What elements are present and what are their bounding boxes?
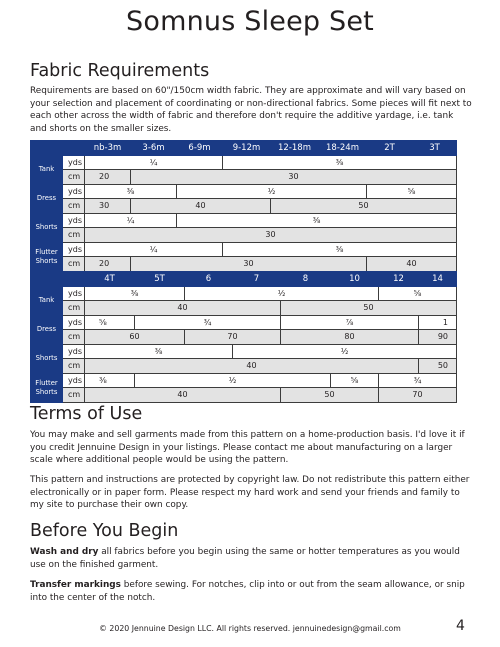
fabric-intro-text: Requirements are based on 60"/150cm width fabric. They are approximate and will vary based on your selection and placement of coordinating or non-directional fabrics. Some pieces will fit next to each other across the width of fabric and therefore don't require the additive yardage, i.e. tank and shorts on the smaller sizes.	[30, 86, 472, 134]
fabric-table-small-sizes	[30, 140, 457, 272]
page-number: 4	[456, 618, 465, 634]
terms-of-use-heading: Terms of Use	[30, 404, 143, 424]
unit-label: cm	[63, 257, 85, 272]
page-title: Somnus Sleep Set	[126, 6, 374, 37]
unit-label: yds	[63, 315, 85, 330]
unit-label: yds	[63, 242, 85, 257]
cm-cell: 80	[281, 330, 419, 345]
unit-label: cm	[63, 170, 85, 185]
unit-label: cm	[63, 359, 85, 374]
size-header: 3-6m	[131, 141, 177, 156]
cm-cell: 70	[379, 388, 457, 403]
cm-cell: 90	[419, 330, 457, 345]
footer-copyright: © 2020 Jennuine Design LLC. All rights reserved. jennuinedesign@gmail.com	[99, 624, 401, 633]
yds-cell: ⅜	[85, 286, 185, 301]
size-header: 12-18m	[271, 141, 319, 156]
transfer-text: before sewing. For notches, clip into or out from the seam allowance, or snip into the center of the notch.	[30, 580, 465, 603]
terms-paragraph-2: This pattern and instructions are protected by copyright law. Do not redistribute this pattern either electronically or in paper form. Please respect my hard work and send your friends and family to my site to purchase their own copy.	[30, 475, 470, 511]
yds-cell: ½	[185, 286, 379, 301]
cm-cell: 60	[85, 330, 185, 345]
yds-cell: ⅝	[379, 286, 457, 301]
cm-cell: 40	[85, 359, 419, 374]
yds-cell: ⅝	[367, 184, 457, 199]
yds-cell: ⅜	[177, 213, 457, 228]
wash-paragraph	[30, 546, 472, 571]
cm-cell: 40	[367, 257, 457, 272]
yds-cell: ⅝	[85, 315, 135, 330]
unit-label: cm	[63, 199, 85, 214]
table-corner	[31, 141, 85, 156]
size-header: 2T	[367, 141, 413, 156]
cm-cell: 30	[85, 199, 131, 214]
cm-cell: 50	[419, 359, 457, 374]
group-label-dress: Dress	[31, 315, 63, 344]
unit-label: yds	[63, 213, 85, 228]
table-corner	[31, 272, 85, 287]
cm-cell: 30	[131, 170, 457, 185]
unit-label: yds	[63, 373, 85, 388]
cm-cell: 40	[85, 388, 281, 403]
size-header: 8	[281, 272, 331, 287]
group-label-shorts: Shorts	[31, 213, 63, 242]
cm-cell: 30	[85, 228, 457, 243]
unit-label: cm	[63, 228, 85, 243]
size-header: 14	[419, 272, 457, 287]
cm-cell: 40	[85, 301, 281, 316]
unit-label: yds	[63, 184, 85, 199]
size-header: 7	[233, 272, 281, 287]
unit-label: cm	[63, 388, 85, 403]
before-you-begin-heading: Before You Begin	[30, 521, 179, 541]
cm-cell: 20	[85, 170, 131, 185]
group-label-tank: Tank	[31, 286, 63, 315]
size-header: 6-9m	[177, 141, 223, 156]
size-header: 9-12m	[223, 141, 271, 156]
yds-cell: ⅜	[85, 184, 177, 199]
yds-cell: 1	[419, 315, 457, 330]
group-label-flutter-shorts: Flutter Shorts	[31, 373, 63, 402]
cm-cell: 50	[281, 388, 379, 403]
yds-cell: ⅜	[85, 373, 135, 388]
yds-cell: ¼	[85, 155, 223, 170]
size-header: nb-3m	[85, 141, 131, 156]
size-header: 10	[331, 272, 379, 287]
yds-cell: ⅜	[223, 242, 457, 257]
unit-label: yds	[63, 155, 85, 170]
cm-cell: 70	[185, 330, 281, 345]
size-header: 4T	[85, 272, 135, 287]
fabric-table-large-sizes	[30, 271, 457, 403]
yds-cell: ⅞	[281, 315, 419, 330]
transfer-paragraph	[30, 579, 472, 604]
group-label-tank: Tank	[31, 155, 63, 184]
yds-cell: ¾	[135, 315, 281, 330]
transfer-bold-label: Transfer markings	[30, 580, 121, 590]
size-header: 6	[185, 272, 233, 287]
yds-cell: ½	[135, 373, 331, 388]
size-header: 3T	[413, 141, 457, 156]
terms-paragraph-1: You may make and sell garments made from this pattern on a home-production basis. I'd love it if you credit Jennuine Design in your listings. Please contact me about manufacturing on a larger scale where additional people would be using the pattern.	[30, 430, 465, 466]
size-header: 12	[379, 272, 419, 287]
fabric-requirements-heading: Fabric Requirements	[30, 61, 210, 81]
unit-label: yds	[63, 286, 85, 301]
yds-cell: ¾	[379, 373, 457, 388]
group-label-flutter-shorts: Flutter Shorts	[31, 242, 63, 271]
yds-cell: ½	[177, 184, 367, 199]
wash-text: all fabrics before you begin using the same or hotter temperatures as you would use on the finished garment.	[30, 547, 460, 570]
yds-cell: ⅝	[331, 373, 379, 388]
cm-cell: 50	[281, 301, 457, 316]
unit-label: cm	[63, 330, 85, 345]
group-label-shorts: Shorts	[31, 344, 63, 373]
cm-cell: 30	[131, 257, 367, 272]
group-label-dress: Dress	[31, 184, 63, 213]
cm-cell: 40	[131, 199, 271, 214]
wash-bold-label: Wash and dry	[30, 547, 99, 557]
yds-cell: ¼	[85, 213, 177, 228]
yds-cell: ½	[233, 344, 457, 359]
size-header: 5T	[135, 272, 185, 287]
size-header: 18-24m	[319, 141, 367, 156]
yds-cell: ¼	[85, 242, 223, 257]
cm-cell: 20	[85, 257, 131, 272]
unit-label: cm	[63, 301, 85, 316]
cm-cell: 50	[271, 199, 457, 214]
yds-cell: ⅜	[85, 344, 233, 359]
unit-label: yds	[63, 344, 85, 359]
yds-cell: ⅜	[223, 155, 457, 170]
